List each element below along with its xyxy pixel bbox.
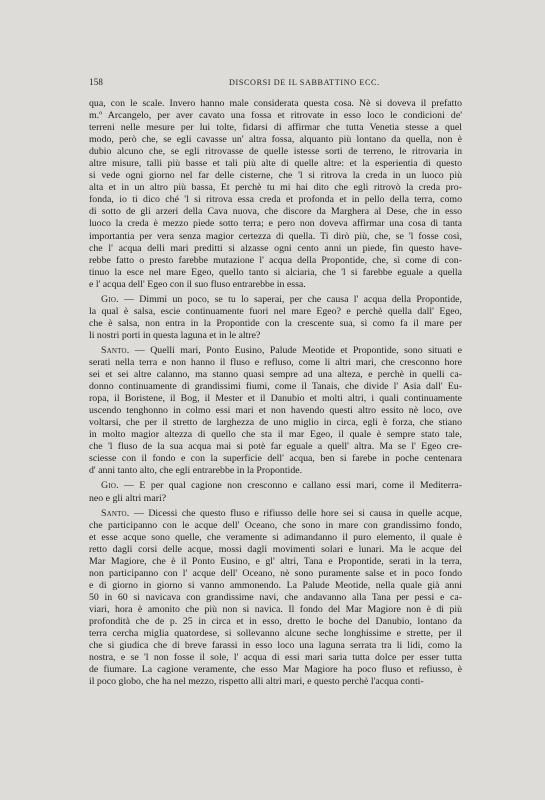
speaker-label: Gio. (101, 293, 119, 305)
line-text: voltarsi, che per il stretto de larghezza de uno miglio in circa, egli è forza, che stiano (89, 417, 462, 429)
line-text: m.º Arcangelo, per aver cavato una fossa et ritrovate in esso loco le condicioni de' (89, 110, 462, 122)
line-text: de fiumare. La cagione veramente, che esso Mar Magiore ha poco fluso et refiusso, è (89, 664, 462, 676)
text-line (89, 640, 462, 652)
text-line (89, 255, 462, 267)
text-line (89, 110, 462, 122)
text-line (89, 652, 462, 664)
speaker-label: Gio. (101, 480, 119, 492)
line-text: che 'l fluso de la sua acqua mai si potè far eguale a quell' altra. Ma se l' Egeo cre- (89, 441, 462, 453)
text-line (89, 369, 462, 381)
line-text: fonda, io ti dico ché 'l si ritrova essa creda et profonda et in pello della terra, como (89, 194, 462, 206)
text-line (89, 393, 462, 405)
paragraph (89, 294, 462, 342)
text-line (89, 170, 462, 182)
text-line (89, 441, 462, 453)
speaker-label: Santo. (101, 507, 130, 519)
text-line (89, 580, 462, 592)
text-line (89, 544, 462, 556)
line-text: terreni nelle mesure per lui tolte, fidarsi di affirmar che tutta Venetia stesse a quel (89, 122, 462, 134)
line-text: li nostri porti in questa laguna et in le altre? (89, 329, 261, 341)
line-text: e di giorno in giorno si vanno ammonendo. La Palude Meotide, nella quale già anni (89, 579, 462, 591)
line-text: alta et in un altro più bassa, Et perchè tu mi hai dito che egli ritrovò la creda pro- (89, 182, 462, 194)
text-line (89, 231, 462, 243)
text-line (89, 267, 462, 279)
text-line (89, 676, 462, 688)
line-text: neo e gli altri mari? (89, 492, 167, 504)
text-line (89, 532, 462, 544)
line-text: modo, però che, se egli cavasse un' altra fossa, alquanto più lontano da quella, non è (89, 134, 462, 146)
running-head: DISCORSI DE IL SABBATTINO ECC. (229, 78, 380, 87)
text-line (89, 480, 462, 492)
text-line (89, 182, 462, 194)
text-line (89, 508, 462, 520)
line-text: rebbe fatto o presto farebbe mutazione l' acqua della Propontide, che, sì come di con- (89, 254, 462, 266)
text-line (89, 664, 462, 676)
line-text: retto dagli corsi delle acque, mossi dagli movimenti solari e lunari. Ma le acque del (89, 543, 462, 555)
text-line (89, 592, 462, 604)
page-header (89, 77, 462, 89)
line-text: — Dicessi che questo fluso e rifiusso delle hore sei si causa in quelle acque, (133, 507, 462, 519)
line-text: terra cercha miglia quatordese, si sollevanno alcune seche longhissime e strette, per il (89, 628, 462, 640)
line-text: dubio alcuno che, se egli ritrovasse de quelle istesse sorti de terreno, le ritrovaria in (89, 146, 462, 158)
text-line (89, 616, 462, 628)
line-text: serati nella terra e non hanno il fluso e refluso, come li altri mari, che cresconno hore (89, 356, 462, 368)
text-line (89, 318, 462, 330)
text-line (89, 279, 462, 291)
text-line (89, 381, 462, 393)
line-text: — Dimmi un poco, se tu lo saperai, per che causa l' acqua della Propontide, (124, 293, 462, 305)
text-line (89, 628, 462, 640)
text-line (89, 568, 462, 580)
line-text: altre misure, talli più basse et tali più alte di quelle altre: et la esperientia di questo (89, 158, 462, 170)
text-line (89, 453, 462, 465)
line-text: si vede ogni giorno nel far delle cisterne, che 'l si ritrova la creda in un luoco più (89, 170, 462, 182)
text-line (89, 158, 462, 170)
text-line (89, 218, 462, 230)
text-line (89, 604, 462, 616)
text-line (89, 122, 462, 134)
line-text: donno continuamente di grandissimi fiumi, come il Tanais, che divide l' Asia dall' Eu- (89, 381, 462, 393)
line-text: e l' acqua dell' Egeo con il suo fluso entrarebbe in essa. (89, 278, 306, 290)
line-text: d' anni tanto alto, che egli entrarebbe in la Propontide. (89, 465, 303, 477)
text-line (89, 493, 462, 505)
text-line (89, 405, 462, 417)
text-line (89, 194, 462, 206)
line-text: sciesse con il fondo e con la superficie dell' acqua, ben si farebe in poche centenara (89, 453, 462, 465)
text-line (89, 146, 462, 158)
text-line (89, 357, 462, 369)
text-line (89, 330, 462, 342)
line-text: qua, con le scale. Invero hanno male considerata questa cosa. Nè si doveva il prefatto (89, 98, 462, 109)
line-text: in molto magior altezza di quello che sta il mar Egeo, il quale è sempre stato tale, (89, 429, 462, 441)
line-text: di sotto de gli arzeri della Cava nuova, che discore da Marghera al Dese, che in esso (89, 206, 462, 218)
line-text: che si giudica che di breve farassi in esso loco una laguna serrata tra li lidi, como la (89, 640, 462, 652)
line-text: ropa, il Boristene, il Bog, il Mester et il Danubio et molti altri, i quali continuamente (89, 393, 462, 405)
line-text: uscendo tenghonno in colmo essi mari et non havendo questi altro essito nè loco, ove (89, 405, 462, 417)
line-text: — Quelli mari, Ponto Eusino, Palude Meotide et Propontide, sono situati e (134, 344, 462, 356)
text-line (89, 465, 462, 477)
line-text: viari, hora è amonito che più non si navica. Il fondo del Mar Magiore non è di più (89, 603, 462, 615)
line-text: non participanno con l' acque dell' Oceano, nè sono puramente salse et in poco fondo (89, 567, 462, 579)
line-text: profondità che de p. 25 in circa et in esso, dretto le boche del Danubio, lontano da (89, 615, 462, 627)
text-line (89, 134, 462, 146)
line-text: Mar Magiore, che è il Ponto Eusino, e gl' altri, Tana e Propontide, serati in la terra, (89, 555, 462, 567)
body-text (89, 98, 462, 688)
line-text: il poco globo, che ha nel mezzo, rispetto alli altri mari, e questo perchè l'acqua conti- (89, 676, 424, 688)
line-text: che l' acqua delli mari preditti si alzasse ogni cento anni un piede, fin questo have- (89, 242, 462, 254)
line-text: luoco la creda è mezzo piede sotto terra; e pero non doveva affirmar una cosa di tanta (89, 218, 462, 230)
paragraph (89, 480, 462, 504)
line-text: la qual è salsa, escie continuamente fuori nel mare Egeo? e perchè quella dall' Egeo, (89, 305, 462, 317)
line-text: nostra, e se 'l non fosse il sole, l' acqua di essi mari saria tutta dolce per esser tutta (89, 652, 462, 664)
line-text: — E per qual cagione non cresconno e callano essi mari, come il Mediterra- (124, 480, 462, 492)
line-text: 50 in 60 si navicava con grandissime navi, che andavanno alla Tana per pessi e ca- (89, 591, 462, 603)
paragraph (89, 345, 462, 478)
text-line (89, 429, 462, 441)
page-number: 158 (89, 77, 104, 87)
line-text: che participanno con le acque dell' Oceano, che sono in mare con grandissimo fondo, (89, 519, 462, 531)
text-line (89, 417, 462, 429)
line-text: tinuo la esce nel mare Egeo, quello tanto si alciaria, che 'l si farebbe eguale a quella (89, 266, 462, 278)
text-line (89, 206, 462, 218)
text-line (89, 294, 462, 306)
text-line (89, 520, 462, 532)
line-text: et esse acque sono quelle, che veramente si adimandanno il puro elemento, il quale è (89, 531, 462, 543)
text-line (89, 345, 462, 357)
line-text: importantia per vera senza magior certezza di quella. Ti dirò più, che, se 'l fosse così, (89, 230, 462, 242)
text-line (89, 243, 462, 255)
text-line (89, 98, 462, 110)
line-text: sei et sei altre calanno, ma stanno quasi sempre ad una alteza, e perchè in quelli ca- (89, 369, 462, 381)
paragraph (89, 508, 462, 689)
speaker-label: Santo. (101, 344, 130, 356)
line-text: che è salsa, non entra in la Propontide con la crescente sua, sì como fa il mare per (89, 317, 462, 329)
text-line (89, 556, 462, 568)
text-line (89, 306, 462, 318)
paragraph (89, 98, 462, 291)
